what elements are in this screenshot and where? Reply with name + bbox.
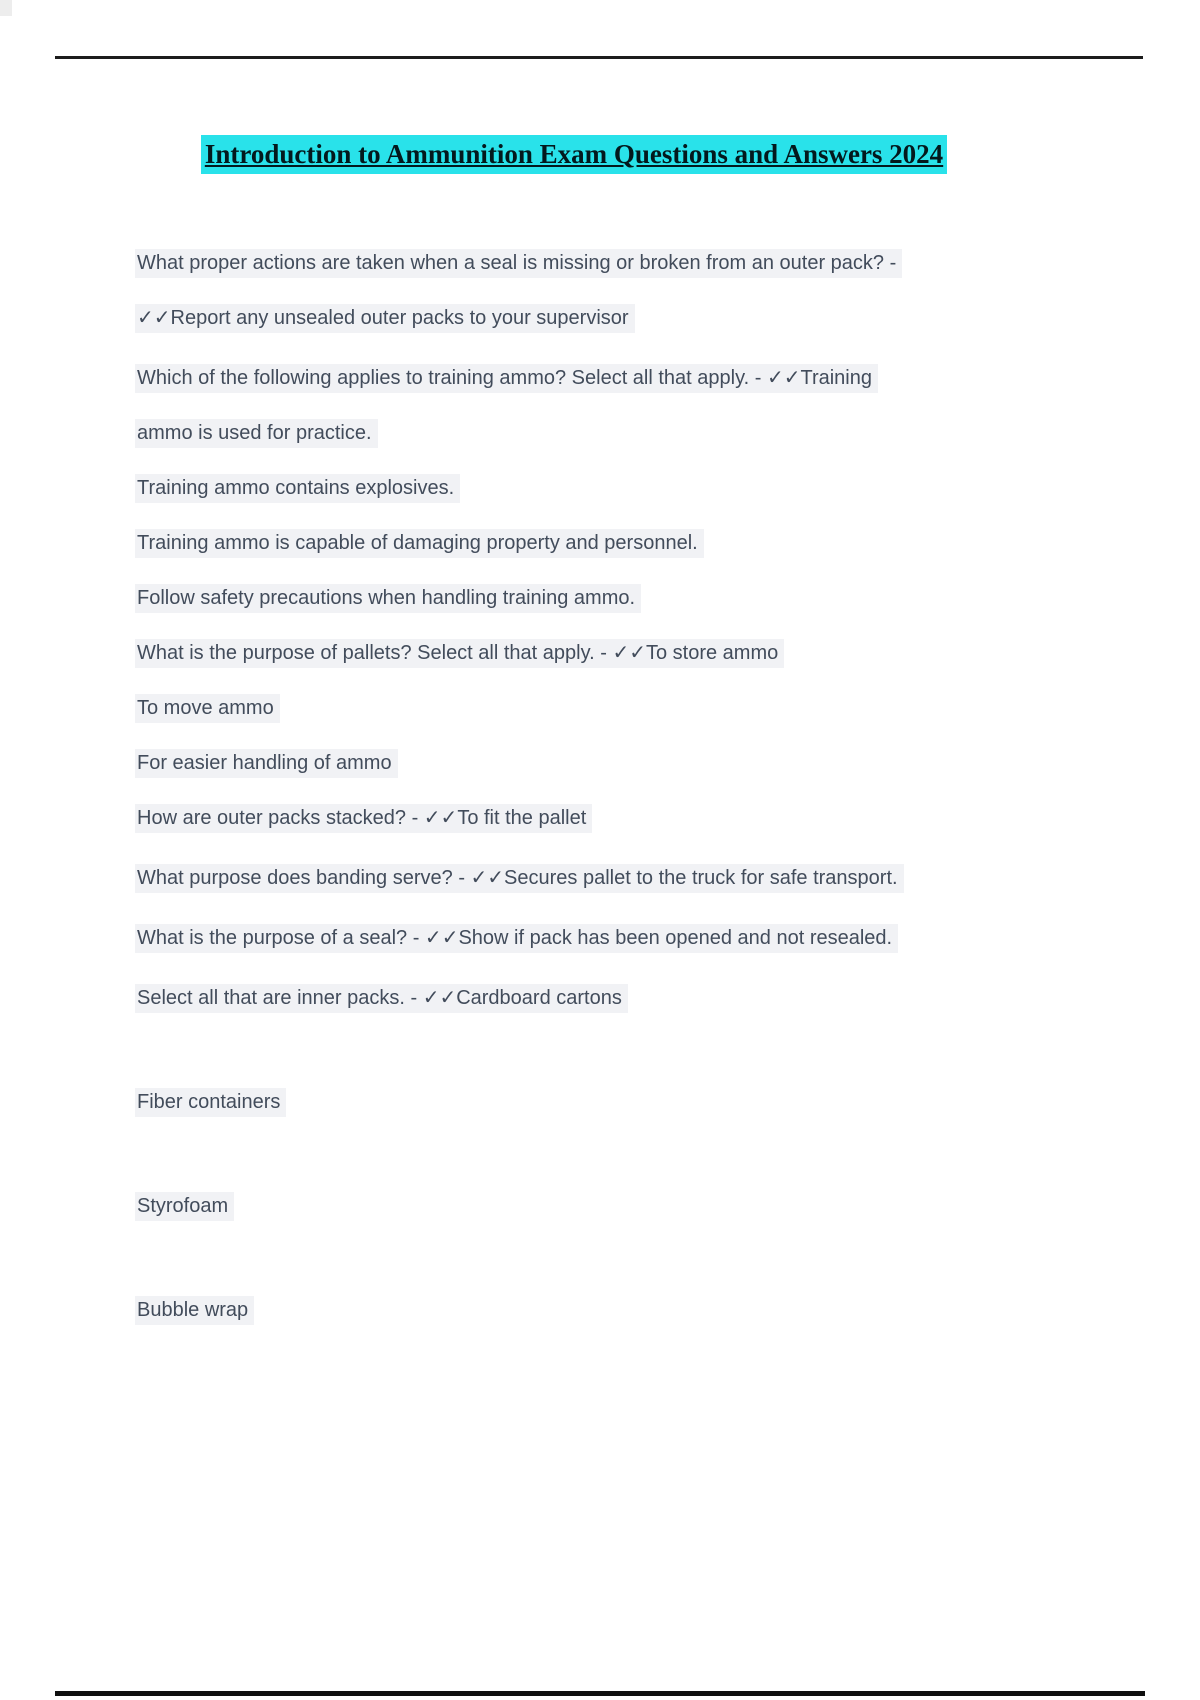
document-line: [135, 1191, 1085, 1221]
line-text: To move ammo: [135, 694, 280, 723]
line-text: Training ammo contains explosives.: [135, 474, 460, 503]
line-text: For easier handling of ammo: [135, 749, 398, 778]
document-line: [135, 303, 1085, 333]
document-line: [135, 418, 1085, 448]
document-line: [135, 748, 1085, 778]
document-page: [135, 134, 1085, 1350]
line-text: Bubble wrap: [135, 1296, 254, 1325]
document-line: [135, 638, 1085, 668]
document-line: [135, 473, 1085, 503]
bottom-rule: [55, 1691, 1145, 1696]
top-rule: [55, 56, 1143, 59]
line-text: Styrofoam: [135, 1192, 234, 1221]
scan-corner-artifact: [0, 0, 12, 16]
line-text: How are outer packs stacked? - ✓✓To fit the pallet: [135, 804, 592, 833]
document-title: [135, 134, 1013, 173]
line-text: Select all that are inner packs. - ✓✓Cardboard cartons: [135, 984, 628, 1013]
document-line: [135, 983, 1085, 1013]
document-line: [135, 693, 1085, 723]
line-text: Training ammo is capable of damaging property and personnel.: [135, 529, 704, 558]
line-text: Follow safety precautions when handling training ammo.: [135, 584, 641, 613]
line-text: What is the purpose of a seal? - ✓✓Show if pack has been opened and not resealed.: [135, 924, 898, 953]
line-text: What proper actions are taken when a seal is missing or broken from an outer pack? -: [135, 249, 902, 278]
line-text: What is the purpose of pallets? Select all that apply. - ✓✓To store ammo: [135, 639, 784, 668]
document-line: [135, 528, 1085, 558]
document-line: [135, 863, 1085, 893]
document-line: [135, 1295, 1085, 1325]
line-text: ammo is used for practice.: [135, 419, 378, 448]
line-text: Which of the following applies to training ammo? Select all that apply. - ✓✓Training: [135, 364, 878, 393]
line-text: Fiber containers: [135, 1088, 286, 1117]
document-line: [135, 583, 1085, 613]
document-line: [135, 363, 1085, 393]
document-line: [135, 1087, 1085, 1117]
line-text: What purpose does banding serve? - ✓✓Secures pallet to the truck for safe transport.: [135, 864, 904, 893]
document-line: [135, 923, 1085, 953]
document-title-text: Introduction to Ammunition Exam Questions and Answers 2024: [201, 135, 947, 174]
line-text: ✓✓Report any unsealed outer packs to your supervisor: [135, 304, 635, 333]
document-line: [135, 803, 1085, 833]
document-line: [135, 248, 1085, 278]
